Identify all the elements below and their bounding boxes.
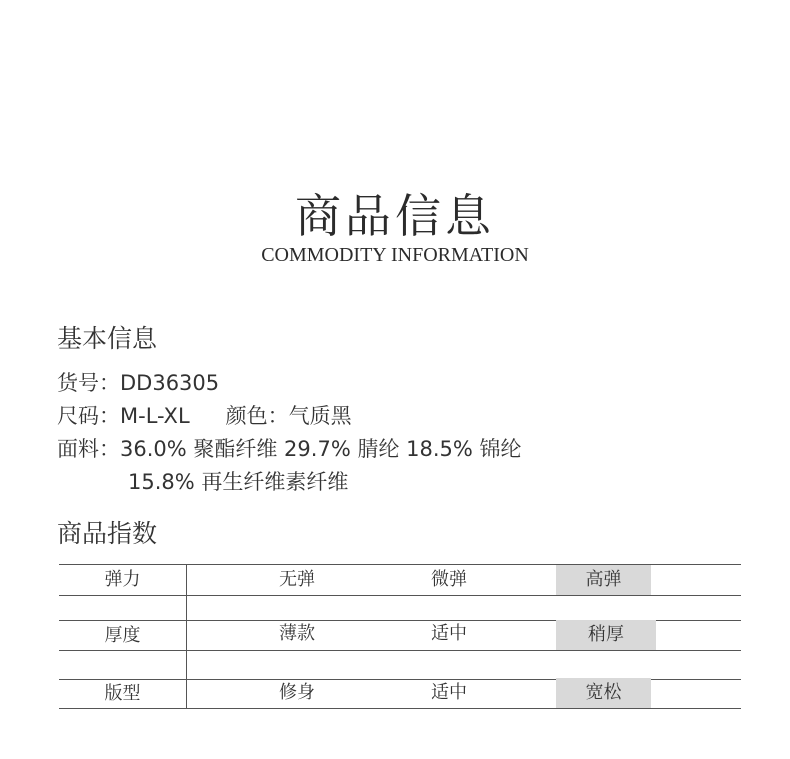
- product-index-heading: 商品指数: [57, 519, 158, 548]
- option-elasticity-none: 无弹: [279, 569, 315, 590]
- option-thickness-medium: 适中: [431, 623, 467, 644]
- option-thickness-thick-selected: 稍厚: [556, 620, 656, 650]
- table-column-divider: [186, 564, 187, 709]
- option-elasticity-high-selected: 高弹: [556, 565, 651, 595]
- option-fit-regular: 适中: [431, 682, 467, 703]
- size-color-line: [57, 400, 352, 430]
- table-divider: [59, 595, 741, 596]
- page-title: 商品信息: [295, 189, 495, 243]
- fabric-line: 面料：36.0% 聚酯纤维 29.7% 腈纶 18.5% 锦纶: [57, 437, 522, 461]
- item-number: 货号：DD36305: [57, 371, 220, 395]
- option-elasticity-slight: 微弹: [431, 569, 467, 590]
- size-text: 尺码：M-L-XL: [57, 404, 190, 428]
- fabric-line-continued: 15.8% 再生纤维素纤维: [128, 470, 349, 494]
- product-index-table: [59, 564, 741, 709]
- color-text: 颜色：气质黑: [225, 404, 352, 428]
- row-label-fit: 版型: [104, 683, 141, 704]
- option-thickness-thin: 薄款: [279, 623, 315, 644]
- option-fit-slim: 修身: [279, 682, 315, 703]
- basic-info-heading: 基本信息: [57, 324, 158, 353]
- row-label-elasticity: 弹力: [104, 569, 141, 590]
- page-subtitle: COMMODITY INFORMATION: [261, 244, 529, 266]
- option-fit-loose-selected: 宽松: [556, 678, 651, 708]
- row-label-thickness: 厚度: [104, 625, 141, 646]
